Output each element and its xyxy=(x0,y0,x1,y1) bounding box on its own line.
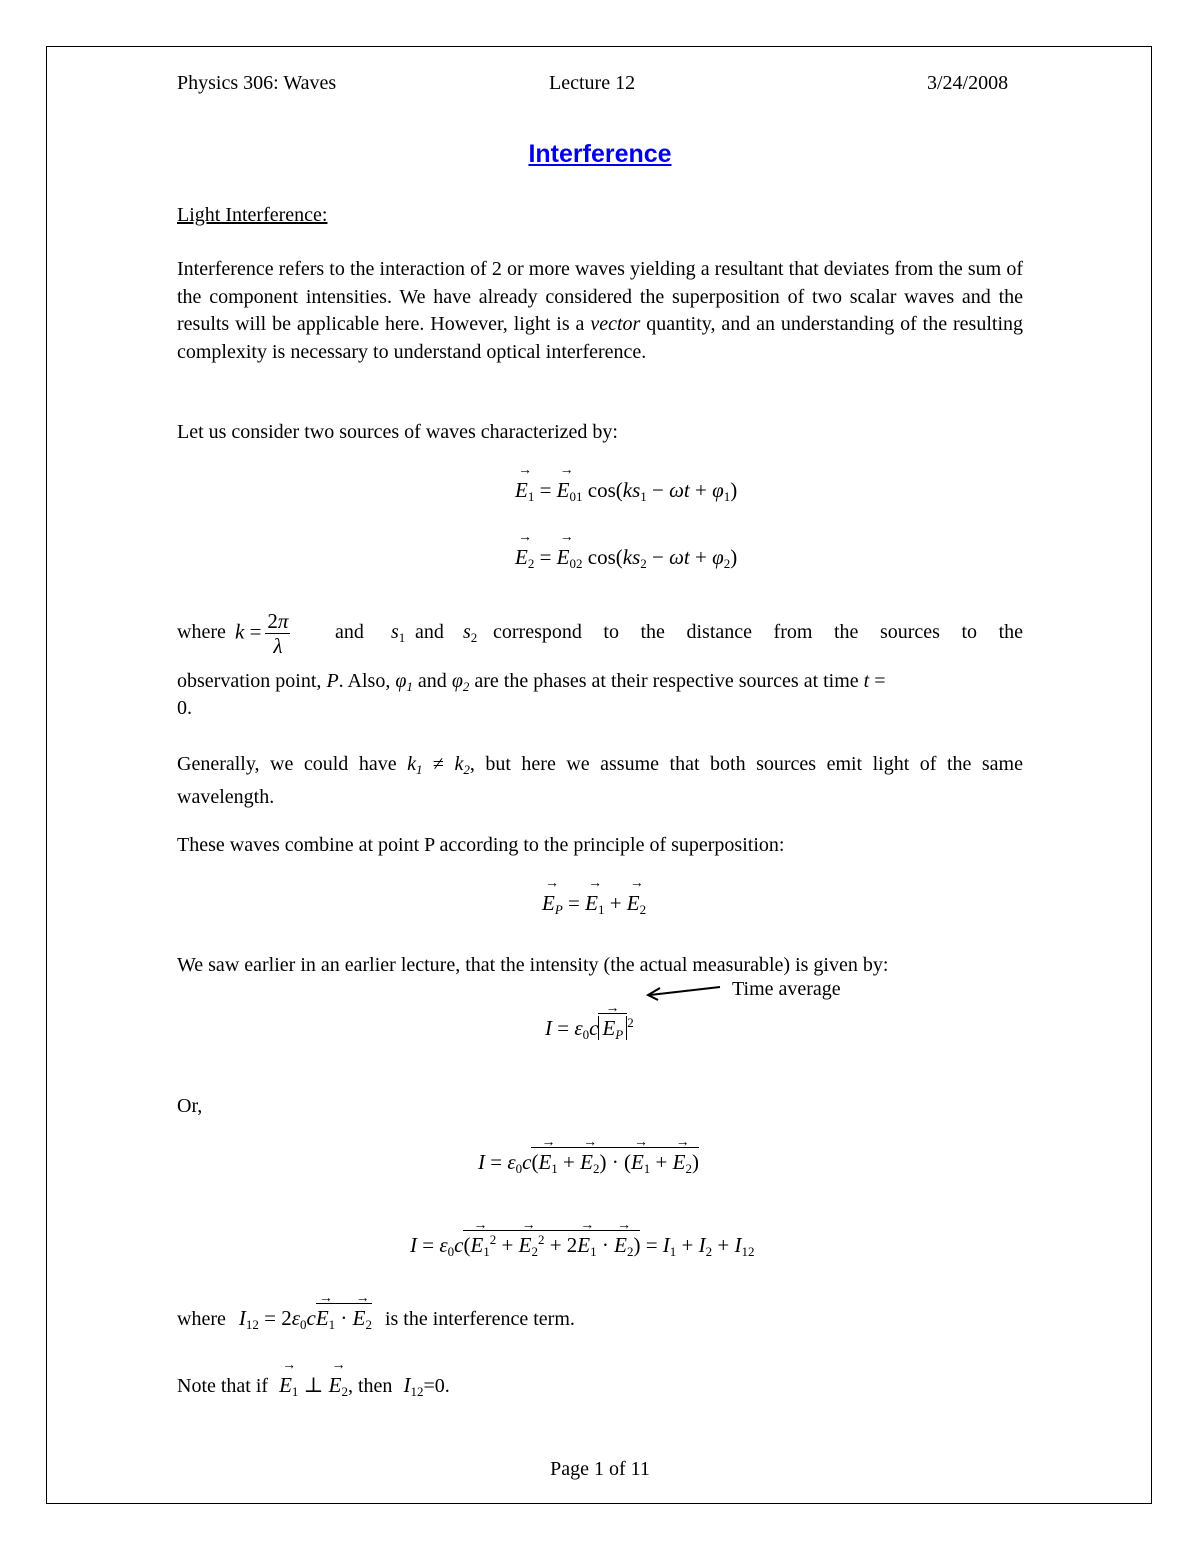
page-title: Interference xyxy=(528,140,672,168)
header-date: 3/24/2008 xyxy=(927,72,1009,94)
paragraph-intro: Interference refers to the interaction of 2 or more waves yielding a resultant that deviates from the sum of the component intensities. We have already considered the superposition of two scalar waves and the results will be applicable here. However, light is a vector quantity, and an understanding of the resulting complexity is necessary to understand optical interference. xyxy=(177,258,1024,363)
paragraph-interference-term: where $I_{12} = 2\varepsilon_0c\to E_1$ · → $E_2$ is the interference term. xyxy=(177,1306,575,1333)
paragraph-sources: Let us consider two sources of waves characterized by: xyxy=(177,421,618,443)
paragraph-wavenumber-line3: 0. xyxy=(177,697,192,719)
equation-intensity: $I = \varepsilon_0c\to E_P^2$ xyxy=(545,1015,634,1043)
paragraph-perpendicular-note: Note that if → $E_1$ ⊥ → $E_2$, then $I_{12}=0$. xyxy=(177,1373,450,1400)
wavenumber-fraction: k = $\frac{2\pi}{\lambda}$ xyxy=(235,609,289,658)
annotation-time-average: Time average xyxy=(732,978,841,1000)
equation-e1: → $E_1$ = → $E_{01}$ $\cos(ks_1 - \omega t + \varphi_1)$ xyxy=(515,478,737,505)
equation-intensity-sum: $I = \varepsilon_0c(\to E_1^2$ + → $E_2^2 + 2\to E_1$ · → $E_2) = I_1 + I_2 + I_{12}$ xyxy=(410,1232,754,1260)
equation-e2: → $E_2$ = → $E_{02}$ $\cos(ks_2 - \omega t + \varphi_2)$ xyxy=(515,545,737,572)
header-course: Physics 306: Waves xyxy=(177,72,337,94)
header-lecture: Lecture 12 xyxy=(549,72,636,94)
paragraph-superposition: These waves combine at point P according to the principle of superposition: xyxy=(177,834,785,856)
equation-intensity-expanded: $I = \varepsilon_0c(\to E_1$ + → $E_2$) · (→ $E_1$ + → $E_2$) xyxy=(478,1150,699,1177)
paragraph-wavelength: Generally, we could have $k_1 \ne k_2$, but here we assume that both sources emit light of the same wavelength. xyxy=(177,753,1023,808)
paragraph-wavenumber-line1: where k = $\frac{2\pi}{\lambda}$ and $s_1$ and $s_2$ correspond to the distance from the sources to the xyxy=(177,609,1023,658)
annotation-arrow-icon xyxy=(640,980,730,1002)
paragraph-intensity: We saw earlier in an earlier lecture, that the intensity (the actual measurable) is given by: xyxy=(177,954,889,976)
paragraph-wavenumber-line2: observation point, P. Also, $\varphi_1$ and $\varphi_2$ are the phases at their respective sources at time t = xyxy=(177,670,886,694)
equation-superposition: → $E_P$ = → $E_1$ + → $E_2$ xyxy=(542,891,646,918)
section-heading: Light Interference: xyxy=(177,204,328,226)
paragraph-or: Or, xyxy=(177,1095,203,1117)
page-number: Page 1 of 11 xyxy=(550,1458,650,1480)
